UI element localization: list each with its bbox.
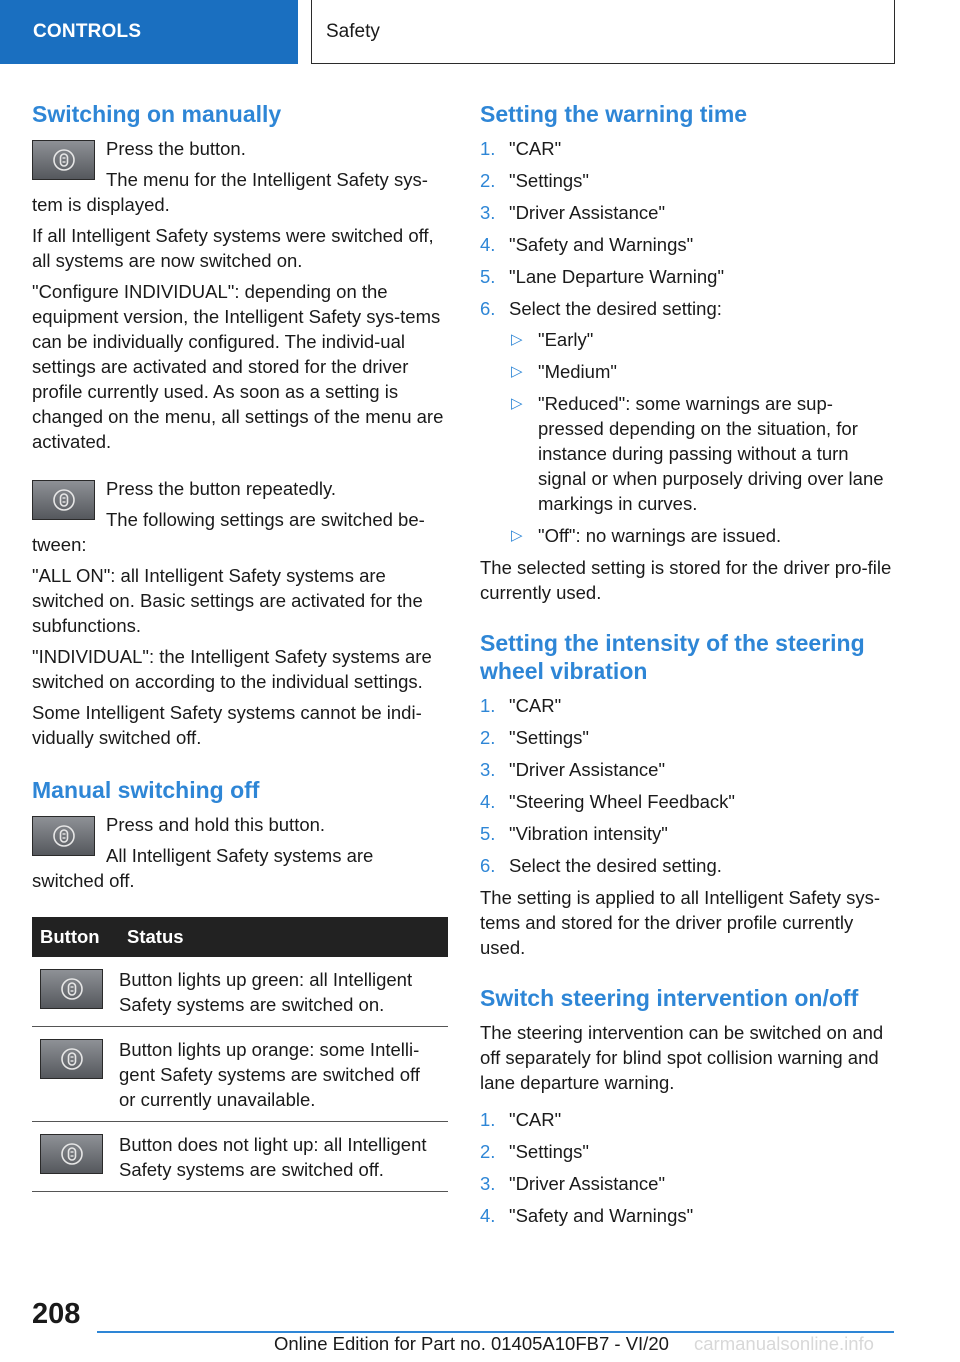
step-text: "CAR" — [509, 138, 562, 159]
step-number: 3. — [480, 759, 496, 780]
column-header-button: Button — [32, 917, 119, 957]
list-item — [480, 693, 894, 718]
paragraph: The menu for the Intelligent Safety sys-tem is displayed. — [32, 169, 428, 215]
step-number: 3. — [480, 202, 496, 223]
button-off-icon — [40, 1134, 103, 1174]
paragraph: Press the button repeatedly. — [106, 478, 337, 499]
table-header-row — [32, 917, 448, 957]
table-cell-icon — [32, 1122, 119, 1192]
edition-text: Online Edition for Part no. 01405A10FB7 - VI/20 — [274, 1333, 669, 1354]
list-item — [480, 232, 894, 257]
list-item — [480, 1203, 894, 1228]
list-item — [480, 757, 894, 782]
heading-switching-on: Switching on manually — [32, 101, 282, 127]
list-item — [480, 1139, 894, 1164]
option-text: "Medium" — [538, 361, 617, 382]
step-number: 1. — [480, 138, 496, 159]
step-number: 4. — [480, 791, 496, 812]
step-text: "Settings" — [509, 170, 589, 191]
button-green-icon — [40, 969, 103, 1009]
heading-manual-switching-off: Manual switching off — [32, 777, 260, 803]
paragraph: The selected setting is stored for the driver pro-file currently used. — [480, 557, 892, 603]
table-row — [32, 1122, 448, 1192]
left-column — [32, 100, 448, 1192]
step-number: 2. — [480, 727, 496, 748]
step-number: 3. — [480, 1173, 496, 1194]
step-text: "Driver Assistance" — [509, 1173, 666, 1194]
step-text: "Settings" — [509, 1141, 589, 1162]
right-column — [480, 100, 894, 1235]
paragraph: The following settings are switched be-tween: — [32, 509, 425, 555]
list-item — [480, 1107, 894, 1132]
intelligent-safety-button-icon — [32, 480, 95, 520]
intervention-steps — [480, 1107, 894, 1228]
intelligent-safety-button-icon — [32, 140, 95, 180]
option-text: "Reduced": some warnings are sup-pressed depending on the situation, for instance during passing without a turn signal or when purposely driving over lane markings in curves. — [538, 393, 884, 514]
step-number: 2. — [480, 1141, 496, 1162]
step-number: 5. — [480, 823, 496, 844]
triangle-bullet-icon: ▷ — [511, 331, 523, 348]
table-cell-status: Button does not light up: all Intelligent Safety systems are switched off. — [119, 1122, 448, 1192]
button-status-table — [32, 917, 448, 1192]
step-text: "CAR" — [509, 1109, 562, 1130]
step-text: "Safety and Warnings" — [509, 234, 694, 255]
step-text: Select the desired setting: — [509, 298, 722, 319]
chapter-tab — [0, 0, 298, 64]
heading-vibration-intensity: Setting the intensity of the steering wheel vibration — [480, 630, 865, 684]
table-cell-status: Button lights up orange: some Intelli-gent Safety systems are switched off or currently unavailable. — [119, 1027, 448, 1122]
paragraph: All Intelligent Safety systems are switched off. — [32, 845, 374, 891]
option-text: "Off": no warnings are issued. — [538, 525, 782, 546]
option-text: "Early" — [538, 329, 594, 350]
step-number: 1. — [480, 695, 496, 716]
step-text: "Vibration intensity" — [509, 823, 668, 844]
list-item — [509, 359, 894, 384]
paragraph: "INDIVIDUAL": the Intelligent Safety systems are switched on according to the individual settings. — [32, 646, 432, 692]
list-item — [480, 821, 894, 846]
step-number: 2. — [480, 170, 496, 191]
paragraph: The setting is applied to all Intelligent Safety sys-tems and stored for the driver profile currently used. — [480, 887, 881, 958]
list-item — [480, 264, 894, 289]
table-cell-icon — [32, 1027, 119, 1122]
heading-steering-intervention: Switch steering intervention on/off — [480, 985, 859, 1011]
table-cell-status: Button lights up green: all Intelligent Safety systems are switched on. — [119, 957, 448, 1027]
list-item — [509, 391, 894, 516]
paragraph: Press the button. — [106, 138, 246, 159]
column-header-status: Status — [119, 917, 448, 957]
list-item — [480, 853, 894, 878]
watermark: carmanualsonline.info — [694, 1333, 874, 1354]
step-text: "Safety and Warnings" — [509, 1205, 694, 1226]
chapter-tab-label: CONTROLS — [33, 21, 142, 42]
paragraph: "ALL ON": all Intelligent Safety systems are switched on. Basic settings are activated for the subfunctions. — [32, 565, 423, 636]
table-row — [32, 957, 448, 1027]
list-item — [480, 168, 894, 193]
step-text: "CAR" — [509, 695, 562, 716]
triangle-bullet-icon: ▷ — [511, 395, 523, 412]
step-number: 4. — [480, 234, 496, 255]
section-title: Safety — [326, 20, 380, 42]
step-number: 1. — [480, 1109, 496, 1130]
list-item — [480, 1171, 894, 1196]
paragraph: Some Intelligent Safety systems cannot be indi-vidually switched off. — [32, 702, 422, 748]
list-item — [480, 136, 894, 161]
list-item — [480, 296, 894, 548]
step-text: Select the desired setting. — [509, 855, 722, 876]
table-row — [32, 1027, 448, 1122]
paragraph: If all Intelligent Safety systems were switched off, all systems are now switched on. — [32, 225, 434, 271]
button-orange-icon — [40, 1039, 103, 1079]
paragraph: "Configure INDIVIDUAL": depending on the equipment version, the Intelligent Safety sys-tems can be individually configured. The individ-ual settings are activated and stored for the driver profile currently used. As soon as a setting is changed on the menu, all settings of the menu are activated. — [32, 281, 444, 452]
list-item — [509, 327, 894, 352]
table-cell-icon — [32, 957, 119, 1027]
page-number: 208 — [32, 1298, 81, 1330]
step-number: 4. — [480, 1205, 496, 1226]
intelligent-safety-button-icon — [32, 816, 95, 856]
step-text: "Driver Assistance" — [509, 759, 666, 780]
step-text: "Settings" — [509, 727, 589, 748]
paragraph: The steering intervention can be switched on and off separately for blind spot collision warning and lane departure warning. — [480, 1022, 884, 1093]
paragraph: Press and hold this button. — [106, 814, 326, 835]
triangle-bullet-icon: ▷ — [511, 527, 523, 544]
step-text: "Driver Assistance" — [509, 202, 666, 223]
step-number: 6. — [480, 855, 496, 876]
step-text: "Lane Departure Warning" — [509, 266, 725, 287]
section-header — [311, 0, 895, 64]
warning-time-options — [509, 327, 894, 548]
list-item — [509, 523, 894, 548]
list-item — [480, 789, 894, 814]
step-number: 6. — [480, 298, 496, 319]
list-item — [480, 725, 894, 750]
heading-warning-time: Setting the warning time — [480, 101, 748, 127]
intensity-steps — [480, 693, 894, 878]
step-text: "Steering Wheel Feedback" — [509, 791, 736, 812]
step-number: 5. — [480, 266, 496, 287]
triangle-bullet-icon: ▷ — [511, 363, 523, 380]
warning-time-steps — [480, 136, 894, 548]
list-item — [480, 200, 894, 225]
